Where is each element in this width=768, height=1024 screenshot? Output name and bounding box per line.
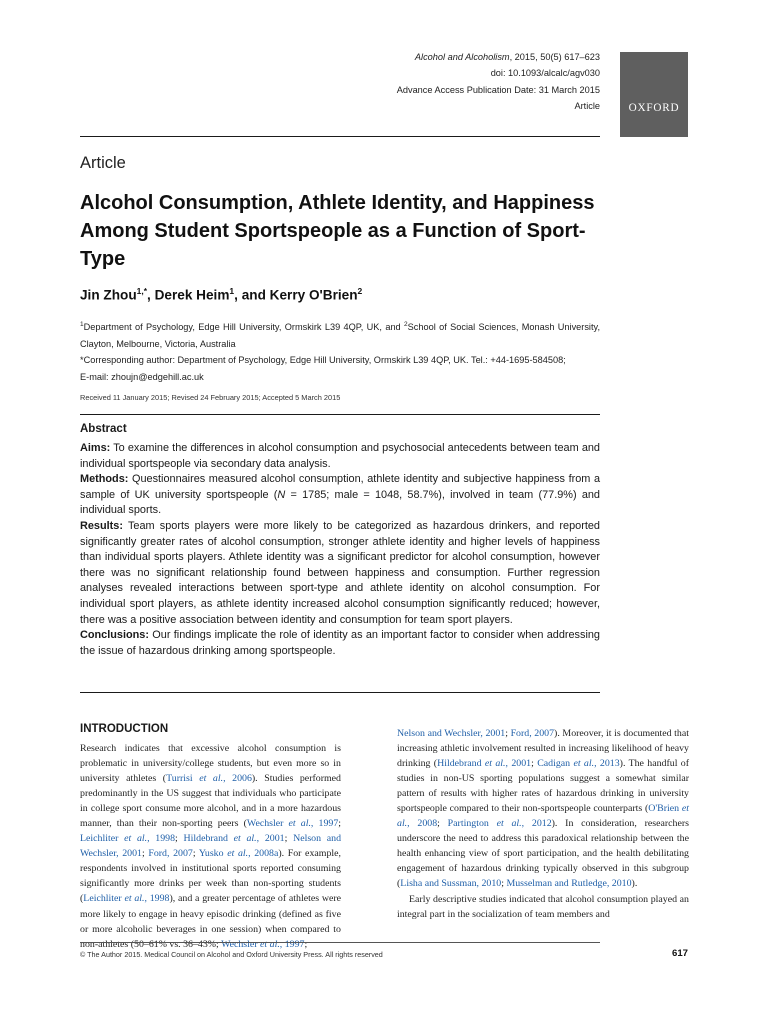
citation-author: Leichliter (80, 833, 125, 845)
citation-link[interactable] (437, 758, 531, 769)
abstract-results (80, 519, 600, 628)
citation-link[interactable] (537, 758, 619, 769)
abstract-label: Aims: (80, 442, 111, 454)
citation-link[interactable]: Ford, 2007 (148, 848, 193, 860)
corresponding-author (80, 352, 600, 386)
citation-separator: ; (338, 818, 341, 830)
citation-link[interactable] (448, 818, 552, 829)
citation-link[interactable]: Nelson and Wechsler, 2001 (397, 728, 506, 739)
body-text: ). (631, 878, 638, 890)
citation-etal: et al. (199, 773, 224, 785)
citation-author: Cadigan (537, 758, 574, 770)
corresponding-address: *Corresponding author: Department of Psychology, Edge Hill University, Ormskirk L39 4QP, UK. Tel.: +44-1695-584508; (80, 355, 566, 365)
citation-separator: ; (141, 848, 149, 860)
citation-year: , 1997 (310, 818, 339, 830)
abstract-text: Our findings implicate the role of identity as an important factor to consider when addressing the issue of hazardous drinking among sportspeople. (80, 629, 600, 657)
citation-separator: ; (192, 848, 199, 860)
citation-link[interactable] (221, 939, 304, 950)
body-text: ). The handful of studies in non-US sporting populations suggest a somewhat similar pattern of results with higher rates of hazardous drinking in university sportspeople compared to their non-sportspeople counterparts ( (397, 758, 690, 815)
citation-author: Partington (447, 818, 497, 830)
author-list (80, 286, 362, 303)
journal-citation (397, 49, 600, 65)
citation-etal: et al. (484, 758, 506, 770)
citation-separator: ; (531, 758, 538, 770)
citation-author: Hildebrand (437, 758, 485, 770)
introduction-heading: INTRODUCTION (80, 723, 169, 735)
citation-etal: et al. (288, 818, 311, 830)
affiliation-text: School of Social Sciences, Monash University, Clayton, Melbourne, Victoria, Australia (80, 322, 600, 350)
citation-author: Leichliter (83, 893, 125, 905)
article-title: Alcohol Consumption, Athlete Identity, and Happiness Among Student Sportspeople as a Function of Sport-Type (80, 192, 595, 270)
corresponding-email[interactable]: E-mail: zhoujn@edgehill.ac.uk (80, 372, 204, 382)
citation-year: , 2012 (521, 818, 552, 830)
abstract-top-rule (80, 414, 600, 415)
abstract-methods (80, 472, 600, 519)
citation-separator: ; (175, 833, 184, 845)
citation-link[interactable]: Nelson and Wechsler, 2001 (80, 833, 342, 860)
oxford-logo-text: OXFORD (628, 102, 680, 114)
citation-etal: et al. (573, 758, 595, 770)
abstract-conclusions (80, 628, 600, 659)
citation-link[interactable]: Ford, 2007 (510, 728, 555, 739)
abstract-heading: Abstract (80, 423, 127, 435)
author-affiliation-mark: 1, (136, 286, 144, 296)
author-separator: , (147, 287, 155, 303)
citation-link[interactable] (80, 833, 175, 844)
citation-author: Turrisi (166, 773, 200, 785)
abstract-bottom-rule (80, 692, 600, 693)
citation-separator: ; (284, 833, 294, 845)
citation-author: Yusko (198, 848, 228, 860)
advance-access-date: Advance Access Publication Date: 31 March 2015 (396, 84, 600, 95)
journal-metadata (397, 49, 600, 114)
author-separator: , and (234, 287, 270, 303)
citation-link[interactable] (199, 848, 278, 859)
abstract-text: Questionnaires measured alcohol consumption, athlete identity and subjective happiness from a sample of UK university sportspeople ( (80, 473, 600, 501)
citation-etal: et al. (260, 938, 280, 950)
abstract-aims (80, 441, 600, 472)
citation-year: , 2008 (407, 818, 438, 830)
citation-year: , 1997 (279, 938, 305, 950)
page-number: 617 (672, 948, 689, 959)
citation-etal: et al. (233, 833, 257, 845)
body-paragraph: Early descriptive studies indicated that alcohol consumption played an integral part in the socialization of team members and (397, 893, 689, 920)
header-rule (80, 136, 600, 137)
abstract-label: Methods: (80, 473, 129, 486)
citation-link[interactable] (247, 818, 338, 829)
article-type: Article (574, 100, 600, 111)
citation-etal: et al. (496, 818, 522, 830)
oxford-logo (620, 52, 688, 137)
body-text: ), and a greater percentage of athletes were more likely to engage in heavy episodic drinking (defined as five or more alcoholic beverages in one session) when compared to non-athletes (50–61% vs. 36–43%; (80, 893, 342, 950)
article-dates: Received 11 January 2015; Revised 24 February 2015; Accepted 5 March 2015 (80, 393, 341, 402)
citation-year: , 1998 (147, 833, 176, 845)
abstract-label: Results: (80, 519, 123, 532)
abstract-label: Conclusions: (80, 629, 149, 642)
body-text: Research indicates that excessive alcohol consumption is problematic in university/college students, but even more so in university athletes ( (80, 743, 341, 785)
citation-link[interactable] (83, 893, 169, 904)
citation-link[interactable]: Lisha and Sussman, 2010 (400, 878, 502, 890)
body-text: ). For example, respondents involved in institutional sports reported consuming significantly more drinks per week than non-sporting students ( (80, 848, 341, 905)
citation-etal: et al. (397, 803, 689, 830)
citation-separator: ; (437, 818, 448, 830)
abstract-text: Team sports players were more likely to be categorized as hazardous drinkers, and reported significantly greater rates of alcohol consumption, stronger athlete identity and higher levels of happiness than individual sports players. Athlete identity was a significant predictor for alcohol consumption, however there was no significant relationship found between happiness and consumption. Further regression analyses revealed interactions between sport-type and athlete identity on alcohol consumption. For individual sport players, as athlete identity increased alcohol consumption significantly reduced; however, there was a positive association between identity and consumption for team sport players. (80, 519, 600, 626)
citation-separator: ; (505, 728, 511, 739)
citation-year: , 2001 (505, 758, 532, 770)
citation-etal: et al. (124, 833, 148, 845)
citation-etal: et al. (124, 893, 145, 905)
citation-etal: et al. (227, 848, 249, 860)
citation-year: , 2006 (223, 773, 252, 785)
citation-year: , 1998 (144, 893, 170, 905)
footer-rule (80, 942, 600, 943)
citation-link[interactable] (166, 773, 252, 784)
affiliation-text: Department of Psychology, Edge Hill University, Ormskirk L39 4QP, UK, and (83, 322, 405, 333)
body-text: ). Studies performed predominantly in the US suggest that individuals who participate in college sport consume more alcohol, and in a more hazardous manner, than their non-sporting peers ( (80, 773, 341, 830)
citation-author: Wechsler (246, 818, 289, 830)
introduction-left-column (80, 741, 341, 952)
doi[interactable]: doi: 10.1093/alcalc/agv030 (490, 68, 600, 79)
author-name: Jin Zhou (80, 287, 137, 303)
abstract-text: = 1785; male = 1048, 58.7%), involved in team (77.9%) and individual sports. (80, 488, 600, 517)
abstract (80, 423, 600, 659)
body-text: ). Moreover, it is documented that increasing athletic involvement resulted in increasing likelihood of heavy drinking ( (397, 728, 689, 770)
author-name: Kerry O'Brien (269, 287, 358, 303)
abstract-text: To examine the differences in alcohol consumption and psychosocial antecedents between team and individual sportspeople via secondary data analysis. (80, 442, 600, 470)
affiliation-mark: 2 (404, 321, 408, 328)
corresponding-author-mark: * (143, 286, 148, 296)
citation-author: Hildebrand (183, 833, 234, 845)
affiliation-mark: 1 (80, 321, 84, 328)
citation-link[interactable] (184, 833, 285, 844)
journal-name: Alcohol and Alcoholism (414, 52, 510, 62)
author-affiliation-mark: 2 (357, 286, 363, 296)
citation-year: , 2001 (256, 833, 285, 845)
citation-author: Wechsler (221, 938, 261, 950)
citation-year: , 2008a (248, 848, 279, 860)
citation-link[interactable]: Musselman and Rutledge, 2010 (506, 878, 632, 890)
citation-separator: ; (501, 878, 507, 890)
sample-size-symbol: N (277, 488, 286, 501)
journal-volume-pages: , 2015, 50(5) 617–623 (509, 52, 600, 62)
body-text: ; (304, 938, 308, 950)
author-affiliation-mark: 1 (229, 286, 235, 296)
citation-author: O'Brien (648, 803, 682, 815)
citation-year: , 2013 (594, 758, 620, 770)
author-name: Derek Heim (154, 287, 230, 303)
section-label: Article (80, 154, 126, 172)
body-text: ). In consideration, researchers underscore the need to address this paradoxical relationship between the health enhancing view of sport participation, and the health debilitating engagement of hazardous drinking typically observed in this subgroup ( (397, 818, 690, 890)
affiliations (80, 316, 600, 353)
copyright-notice: © The Author 2015. Medical Council on Alcohol and Oxford University Press. All rights reserved (80, 950, 383, 959)
introduction-right-column (397, 726, 689, 922)
